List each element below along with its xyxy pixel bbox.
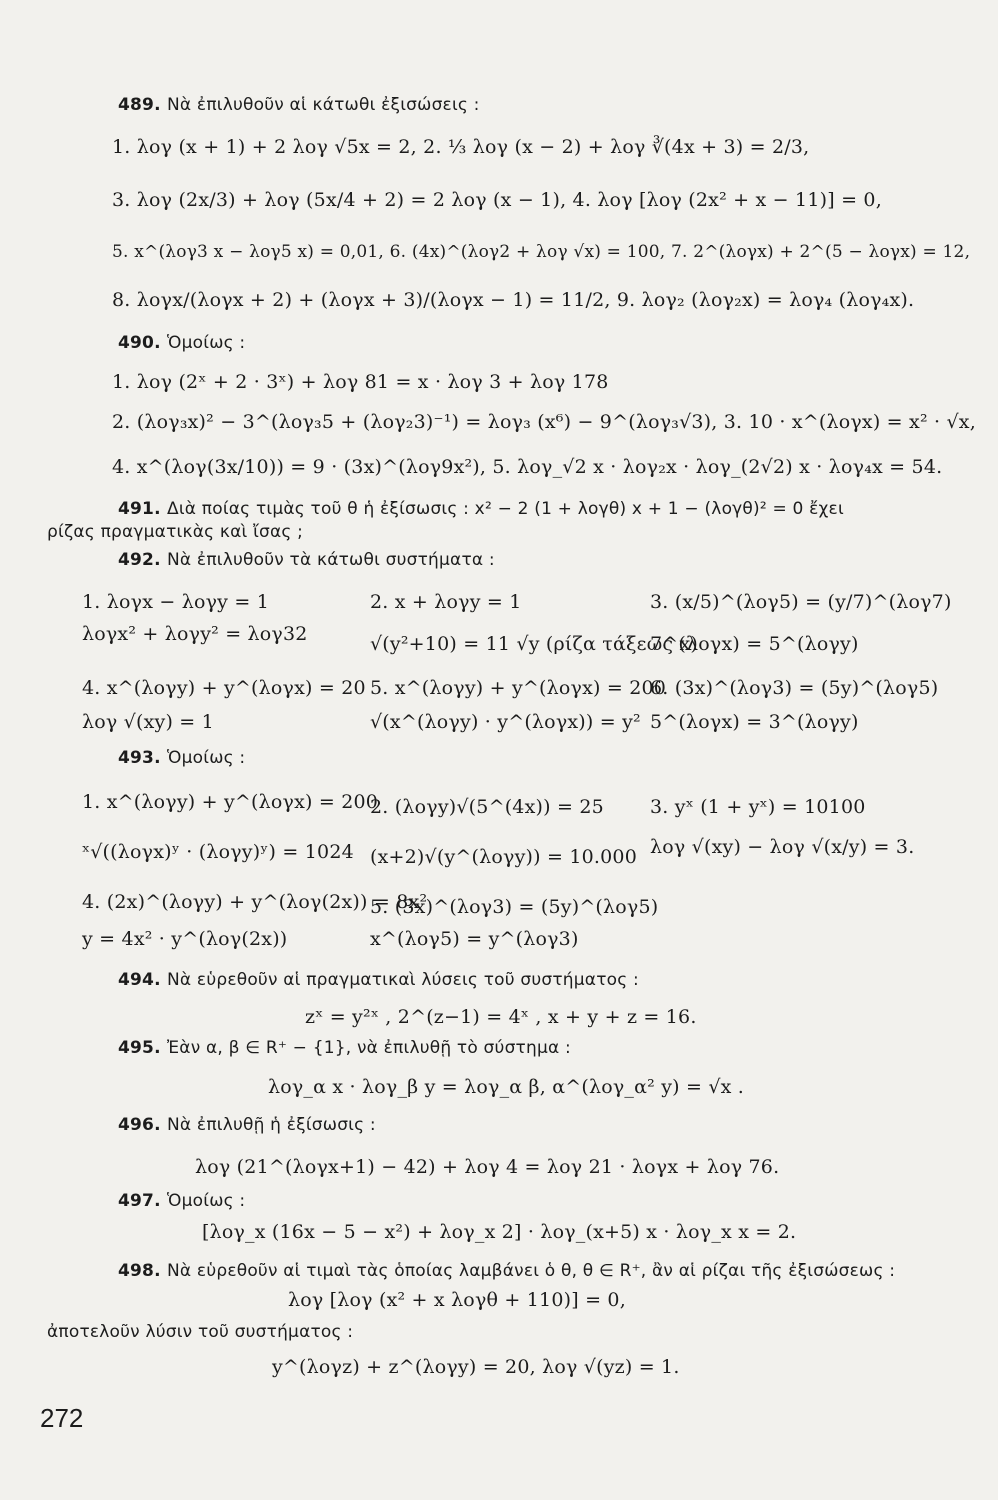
problem-text: ρίζας πραγματικὰς καὶ ἴσας ; <box>47 522 304 542</box>
system-eq: 2. (λογy)√(5^(4x)) = 25 <box>370 796 604 818</box>
system-eq: λογ √(xy) = 1 <box>82 711 214 733</box>
problem-number: 498. <box>118 1261 161 1281</box>
equation-line: 3. λογ (2x/3) + λογ (5x/4 + 2) = 2 λογ (x − 1), 4. λογ [λογ (2x² + x − 11)] = 0, <box>112 189 882 211</box>
problem-496-heading <box>118 1112 376 1137</box>
problem-title: Νὰ εὑρεθοῦν αἱ πραγματικαὶ λύσεις τοῦ συστήματος : <box>167 970 639 990</box>
problem-number: 490. <box>118 333 161 353</box>
problem-text: Διὰ ποίας τιμὰς τοῦ θ ἡ ἐξίσωσις : x² − 2 (1 + λογθ) x + 1 − (λογθ)² = 0 ἔχει <box>167 499 844 519</box>
equation-line: 5. x^(λογ3 x − λογ5 x) = 0,01, 6. (4x)^(λογ2 + λογ √x) = 100, 7. 2^(λογx) + 2^(5 − λογx) = 12, <box>112 242 971 262</box>
system-eq: λογ √(xy) − λογ √(x/y) = 3. <box>650 836 915 858</box>
problem-title: Ἐὰν α, β ∈ R⁺ − {1}, νὰ ἐπιλυθῇ τὸ σύστημα : <box>167 1038 571 1058</box>
problem-title: Ὁμοίως : <box>167 1191 246 1211</box>
problem-number: 493. <box>118 748 161 768</box>
equation-line: zˣ = y²ˣ , 2^(z−1) = 4ˣ , x + y + z = 16. <box>305 1006 697 1028</box>
system-eq: x^(λογ5) = y^(λογ3) <box>370 928 579 950</box>
system-eq: 1. λογx − λογy = 1 <box>82 591 269 613</box>
equation-line: λογ_α x · λογ_β y = λογ_α β, α^(λογ_α² y) = √x . <box>268 1076 745 1098</box>
problem-text: ἀποτελοῦν λύσιν τοῦ συστήματος : <box>47 1322 354 1342</box>
problem-number: 495. <box>118 1038 161 1058</box>
system-eq: 3. (x/5)^(λογ5) = (y/7)^(λογ7) <box>650 591 952 613</box>
equation-line: 8. λογx/(λογx + 2) + (λογx + 3)/(λογx − 1) = 11/2, 9. λογ₂ (λογ₂x) = λογ₄ (λογ₄x). <box>112 289 915 311</box>
equation-line: 1. λογ (2ˣ + 2 · 3ˣ) + λογ 81 = x · λογ 3 + λογ 178 <box>112 371 609 393</box>
system-eq: ˣ√((λογx)ʸ · (λογy)ʸ) = 1024 <box>82 841 354 863</box>
system-eq: 1. x^(λογy) + y^(λογx) = 200 <box>82 791 379 813</box>
problem-490-heading <box>118 330 245 355</box>
problem-number: 491. <box>118 499 161 519</box>
problem-title: Νὰ ἐπιλυθοῦν αἱ κάτωθι ἐξισώσεις : <box>167 95 480 115</box>
problem-489-heading <box>118 92 480 117</box>
problem-number: 489. <box>118 95 161 115</box>
problem-number: 494. <box>118 970 161 990</box>
problem-title: Νὰ εὑρεθοῦν αἱ τιμαὶ τὰς ὁποίας λαμβάνει ὁ θ, θ ∈ R⁺, ἂν αἱ ρίζαι τῆς ἐξισώσεως : <box>167 1261 896 1281</box>
problem-491-heading <box>118 496 844 521</box>
problem-494-heading <box>118 967 639 992</box>
equation-line: [λογ_x (16x − 5 − x²) + λογ_x 2] · λογ_(x+5) x · λογ_x x = 2. <box>202 1221 797 1243</box>
system-eq: 3. yˣ (1 + yˣ) = 10100 <box>650 796 866 818</box>
system-eq: 7^(λογx) = 5^(λογy) <box>650 633 859 655</box>
system-eq: 5. (3x)^(λογ3) = (5y)^(λογ5) <box>370 896 659 918</box>
problem-493-heading <box>118 745 245 770</box>
equation-line: λογ (21^(λογx+1) − 42) + λογ 4 = λογ 21 · λογx + λογ 76. <box>195 1156 780 1178</box>
system-eq: 4. (2x)^(λογy) + y^(λογ(2x)) = 8x² <box>82 891 428 913</box>
system-eq: √(x^(λογy) · y^(λογx)) = y² <box>370 711 641 733</box>
problem-title: Ὁμοίως : <box>167 333 246 353</box>
problem-title: Νὰ ἐπιλυθοῦν τὰ κάτωθι συστήματα : <box>167 550 495 570</box>
problem-title: Ὁμοίως : <box>167 748 246 768</box>
problem-492-heading <box>118 547 495 572</box>
problem-number: 492. <box>118 550 161 570</box>
equation-line: 4. x^(λογ(3x/10)) = 9 · (3x)^(λογ9x²), 5. λογ_√2 x · λογ₂x · λογ_(2√2) x · λογ₄x = 54. <box>112 456 943 478</box>
system-eq: 5^(λογx) = 3^(λογy) <box>650 711 859 733</box>
equation-line: 1. λογ (x + 1) + 2 λογ √5x = 2, 2. ⅓ λογ (x − 2) + λογ ∛(4x + 3) = 2/3, <box>112 136 810 158</box>
system-eq: 2. x + λογy = 1 <box>370 591 522 613</box>
problem-title: Νὰ ἐπιλυθῇ ἡ ἐξίσωσις : <box>167 1115 376 1135</box>
equation-line: y^(λογz) + z^(λογy) = 20, λογ √(yz) = 1. <box>272 1356 680 1378</box>
system-eq: 4. x^(λογy) + y^(λογx) = 20 <box>82 677 366 699</box>
problem-498-heading <box>118 1258 895 1283</box>
page-number: 272 <box>40 1403 84 1433</box>
system-eq: λογx² + λογy² = λογ32 <box>82 623 308 645</box>
system-eq: y = 4x² · y^(λογ(2x)) <box>82 928 288 950</box>
system-eq: (x+2)√(y^(λογy)) = 10.000 <box>370 846 638 868</box>
system-eq: 6. (3x)^(λογ3) = (5y)^(λογ5) <box>650 677 939 699</box>
equation-line: 2. (λογ₃x)² − 3^(λογ₃5 + (λογ₂3)⁻¹) = λογ₃ (x⁶) − 9^(λογ₃√3), 3. 10 · x^(λογx) = x² · √x, <box>112 411 976 433</box>
system-eq: √(y²+10) = 11 √y (ρίζα τάξεως x) <box>370 633 699 655</box>
problem-number: 496. <box>118 1115 161 1135</box>
problem-497-heading <box>118 1188 245 1213</box>
equation-line: λογ [λογ (x² + x λογθ + 110)] = 0, <box>288 1289 626 1311</box>
problem-number: 497. <box>118 1191 161 1211</box>
system-eq: 5. x^(λογy) + y^(λογx) = 200 <box>370 677 667 699</box>
problem-495-heading <box>118 1035 571 1060</box>
